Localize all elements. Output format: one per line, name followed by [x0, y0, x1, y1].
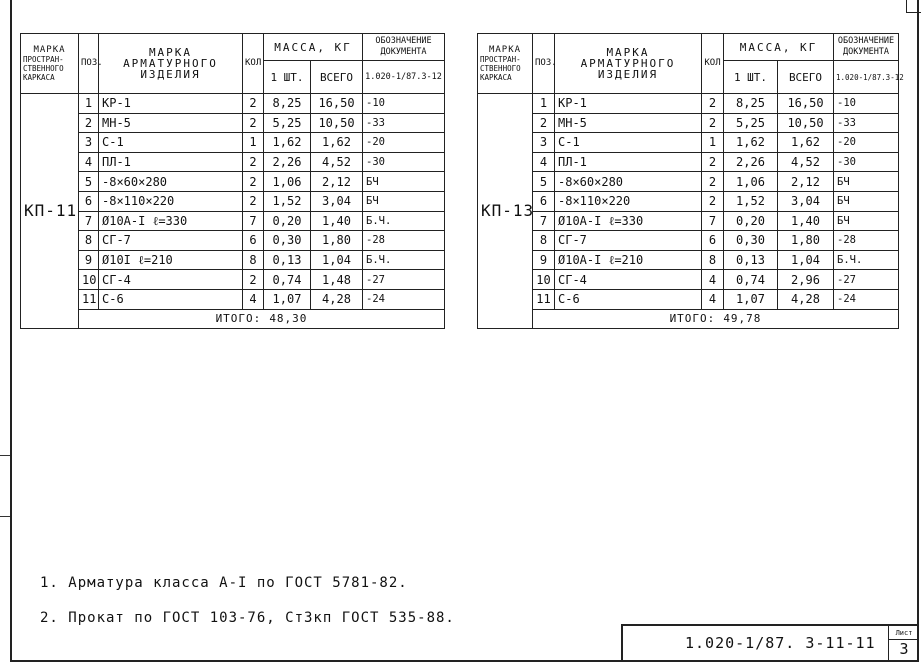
- table-row: [21, 133, 445, 153]
- table-row: [478, 270, 899, 290]
- table-row: [21, 289, 445, 309]
- item-mark-cell: -8×110×220: [555, 191, 702, 211]
- table-row: [21, 270, 445, 290]
- pos-cell: 8: [79, 231, 99, 251]
- qty-cell: 2: [243, 270, 264, 290]
- total-row: [478, 309, 899, 329]
- item-mark-cell: -8×110×220: [99, 191, 243, 211]
- table-row: [21, 172, 445, 192]
- table-row: [478, 211, 899, 231]
- qty-cell: 1: [702, 133, 724, 153]
- qty-cell: 7: [243, 211, 264, 231]
- unit-mass-cell: 1,06: [264, 172, 311, 192]
- doc-ref-cell: -24: [834, 289, 899, 309]
- unit-mass-cell: 1,06: [724, 172, 778, 192]
- doc-ref-cell: БЧ: [363, 191, 445, 211]
- table-row: [21, 250, 445, 270]
- item-mark-cell: ПЛ-1: [99, 152, 243, 172]
- doc-ref-cell: -28: [363, 231, 445, 251]
- qty-cell: 2: [243, 191, 264, 211]
- col-header-doc-number: 1.020-1/87.3-12: [363, 61, 445, 94]
- col-header-mass-unit: 1 ШТ.: [264, 61, 311, 94]
- sheet-label: Лист: [889, 627, 919, 640]
- doc-ref-cell: БЧ: [834, 172, 899, 192]
- table-row: [21, 191, 445, 211]
- item-mark-cell: -8×60×280: [555, 172, 702, 192]
- pos-cell: 9: [79, 250, 99, 270]
- total-mass-cell: 1,62: [311, 133, 363, 153]
- unit-mass-cell: 1,07: [264, 289, 311, 309]
- qty-cell: 2: [702, 172, 724, 192]
- doc-ref-cell: -27: [834, 270, 899, 290]
- doc-ref-cell: БЧ: [363, 172, 445, 192]
- col-header-doc-number: 1.020-1/87.3-12: [834, 61, 899, 94]
- unit-mass-cell: 0,20: [264, 211, 311, 231]
- doc-ref-cell: -33: [363, 113, 445, 133]
- col-header-frame-mark: [478, 34, 533, 94]
- total-mass-cell: 3,04: [311, 191, 363, 211]
- table-row: [21, 211, 445, 231]
- pos-cell: 9: [533, 250, 555, 270]
- unit-mass-cell: 5,25: [724, 113, 778, 133]
- col-header-mass-total: ВСЕГО: [778, 61, 834, 94]
- unit-mass-cell: 1,07: [724, 289, 778, 309]
- table-row: [478, 289, 899, 309]
- item-mark-cell: Ø10А-I ℓ=330: [555, 211, 702, 231]
- unit-mass-cell: 1,62: [264, 133, 311, 153]
- qty-cell: 4: [702, 270, 724, 290]
- sheet-corner-box: [906, 0, 921, 13]
- table-row: [478, 231, 899, 251]
- total-mass-cell: 1,62: [778, 133, 834, 153]
- item-mark-cell: СГ-4: [555, 270, 702, 290]
- qty-cell: 2: [702, 152, 724, 172]
- doc-ref-cell: -24: [363, 289, 445, 309]
- unit-mass-cell: 0,74: [724, 270, 778, 290]
- total-label: ИТОГО:: [215, 311, 262, 325]
- doc-ref-cell: Б.Ч.: [834, 250, 899, 270]
- frame-mark-cell: КП-13: [478, 94, 533, 329]
- col-header-item-mark: МАРКА АРМАТУРНОГО ИЗДЕЛИЯ: [555, 34, 702, 94]
- table-row: [478, 113, 899, 133]
- pos-cell: 1: [533, 94, 555, 114]
- item-mark-cell: С-6: [555, 289, 702, 309]
- note-1: 1. Арматура класса А-I по ГОСТ 5781-82.: [40, 575, 408, 591]
- total-mass-cell: 2,96: [778, 270, 834, 290]
- item-mark-cell: Ø10А-I ℓ=210: [555, 250, 702, 270]
- qty-cell: 2: [702, 94, 724, 114]
- doc-ref-cell: -30: [363, 152, 445, 172]
- col-header-pos: ПОЗ.: [533, 34, 555, 94]
- qty-cell: 8: [702, 250, 724, 270]
- col-header-pos: ПОЗ.: [79, 34, 99, 94]
- pos-cell: 8: [533, 231, 555, 251]
- binding-mark: [0, 455, 10, 456]
- col-header-frame-mark-subtitle: ПРОСТРАН-СТВЕННОГО КАРКАСА: [23, 54, 64, 82]
- col-header-frame-mark-title: МАРКА: [488, 44, 522, 55]
- qty-cell: 4: [702, 289, 724, 309]
- table-row: [21, 94, 445, 114]
- pos-cell: 5: [533, 172, 555, 192]
- total-mass-cell: 16,50: [311, 94, 363, 114]
- total-value: 48,30: [269, 311, 308, 325]
- total-mass-cell: 4,28: [778, 289, 834, 309]
- total-mass-cell: 3,04: [778, 191, 834, 211]
- item-mark-cell: СГ-4: [99, 270, 243, 290]
- total-mass-cell: 4,28: [311, 289, 363, 309]
- unit-mass-cell: 1,52: [724, 191, 778, 211]
- item-mark-cell: С-1: [99, 133, 243, 153]
- doc-ref-cell: -33: [834, 113, 899, 133]
- col-header-doc: ОБОЗНАЧЕНИЕ ДОКУМЕНТА: [363, 34, 445, 61]
- col-header-qty: КОЛ: [702, 34, 724, 94]
- total-mass-cell: 1,80: [778, 231, 834, 251]
- title-block-stamp: [621, 624, 919, 662]
- doc-ref-cell: -20: [363, 133, 445, 153]
- pos-cell: 2: [79, 113, 99, 133]
- table-row: [478, 94, 899, 114]
- item-mark-cell: С-6: [99, 289, 243, 309]
- qty-cell: 2: [243, 172, 264, 192]
- unit-mass-cell: 2,26: [724, 152, 778, 172]
- item-mark-cell: КР-1: [99, 94, 243, 114]
- doc-ref-cell: -30: [834, 152, 899, 172]
- total-value: 49,78: [723, 311, 762, 325]
- unit-mass-cell: 0,74: [264, 270, 311, 290]
- qty-cell: 2: [702, 191, 724, 211]
- drawing-code: 1.020-1/87. 3-11-11: [685, 634, 876, 652]
- total-mass-cell: 16,50: [778, 94, 834, 114]
- qty-cell: 8: [243, 250, 264, 270]
- qty-cell: 1: [243, 133, 264, 153]
- item-mark-cell: ПЛ-1: [555, 152, 702, 172]
- total-mass-cell: 10,50: [778, 113, 834, 133]
- pos-cell: 1: [79, 94, 99, 114]
- unit-mass-cell: 8,25: [724, 94, 778, 114]
- unit-mass-cell: 0,13: [264, 250, 311, 270]
- pos-cell: 11: [79, 289, 99, 309]
- pos-cell: 11: [533, 289, 555, 309]
- spec-table-kp11: [20, 33, 445, 329]
- table-row: [478, 152, 899, 172]
- frame-mark-cell: КП-11: [21, 94, 79, 329]
- qty-cell: 4: [243, 289, 264, 309]
- total-mass-cell: 1,04: [778, 250, 834, 270]
- total-mass-cell: 1,48: [311, 270, 363, 290]
- qty-cell: 2: [243, 113, 264, 133]
- item-mark-cell: МН-5: [99, 113, 243, 133]
- total-cell: [79, 309, 445, 329]
- table-row: [21, 113, 445, 133]
- col-header-mass-unit: 1 ШТ.: [724, 61, 778, 94]
- unit-mass-cell: 1,52: [264, 191, 311, 211]
- total-label: ИТОГО:: [669, 311, 716, 325]
- total-mass-cell: 1,04: [311, 250, 363, 270]
- pos-cell: 2: [533, 113, 555, 133]
- table-row: [21, 231, 445, 251]
- col-header-doc: ОБОЗНАЧЕНИЕ ДОКУМЕНТА: [834, 34, 899, 61]
- pos-cell: 5: [79, 172, 99, 192]
- note-2: 2. Прокат по ГОСТ 103-76, Ст3кп ГОСТ 535-88.: [40, 610, 455, 626]
- sheet-number: 3: [899, 640, 909, 658]
- doc-ref-cell: Б.Ч.: [363, 211, 445, 231]
- pos-cell: 10: [79, 270, 99, 290]
- unit-mass-cell: 0,13: [724, 250, 778, 270]
- item-mark-cell: СГ-7: [99, 231, 243, 251]
- qty-cell: 2: [702, 113, 724, 133]
- total-mass-cell: 1,40: [778, 211, 834, 231]
- qty-cell: 6: [243, 231, 264, 251]
- pos-cell: 10: [533, 270, 555, 290]
- item-mark-cell: Ø10I ℓ=210: [99, 250, 243, 270]
- qty-cell: 6: [702, 231, 724, 251]
- pos-cell: 7: [533, 211, 555, 231]
- binding-mark: [0, 516, 10, 517]
- spec-table-kp13: [477, 33, 904, 329]
- table-row: [478, 250, 899, 270]
- pos-cell: 4: [533, 152, 555, 172]
- pos-cell: 7: [79, 211, 99, 231]
- unit-mass-cell: 2,26: [264, 152, 311, 172]
- col-header-mass-total: ВСЕГО: [311, 61, 363, 94]
- pos-cell: 6: [533, 191, 555, 211]
- doc-ref-cell: -10: [834, 94, 899, 114]
- table-row: [21, 152, 445, 172]
- item-mark-cell: КР-1: [555, 94, 702, 114]
- total-mass-cell: 2,12: [311, 172, 363, 192]
- item-mark-cell: СГ-7: [555, 231, 702, 251]
- total-mass-cell: 4,52: [778, 152, 834, 172]
- sheet-cell: [888, 626, 919, 662]
- total-mass-cell: 1,40: [311, 211, 363, 231]
- doc-ref-cell: -20: [834, 133, 899, 153]
- total-mass-cell: 10,50: [311, 113, 363, 133]
- unit-mass-cell: 0,30: [724, 231, 778, 251]
- col-header-mass: МАССА, КГ: [264, 34, 363, 61]
- col-header-frame-mark-title: МАРКА: [33, 44, 66, 55]
- unit-mass-cell: 0,30: [264, 231, 311, 251]
- doc-ref-cell: -28: [834, 231, 899, 251]
- unit-mass-cell: 8,25: [264, 94, 311, 114]
- col-header-frame-mark-subtitle: ПРОСТРАН-СТВЕННОГО КАРКАСА: [480, 54, 521, 82]
- total-mass-cell: 1,80: [311, 231, 363, 251]
- col-header-item-mark: МАРКА АРМАТУРНОГО ИЗДЕЛИЯ: [99, 34, 243, 94]
- col-header-frame-mark: [21, 34, 79, 94]
- pos-cell: 4: [79, 152, 99, 172]
- table-row: [478, 172, 899, 192]
- doc-ref-cell: -27: [363, 270, 445, 290]
- total-mass-cell: 2,12: [778, 172, 834, 192]
- doc-ref-cell: БЧ: [834, 191, 899, 211]
- qty-cell: 7: [702, 211, 724, 231]
- pos-cell: 6: [79, 191, 99, 211]
- unit-mass-cell: 5,25: [264, 113, 311, 133]
- qty-cell: 2: [243, 152, 264, 172]
- doc-ref-cell: -10: [363, 94, 445, 114]
- col-header-qty: КОЛ: [243, 34, 264, 94]
- pos-cell: 3: [79, 133, 99, 153]
- item-mark-cell: МН-5: [555, 113, 702, 133]
- unit-mass-cell: 0,20: [724, 211, 778, 231]
- item-mark-cell: -8×60×280: [99, 172, 243, 192]
- qty-cell: 2: [243, 94, 264, 114]
- table-row: [478, 191, 899, 211]
- item-mark-cell: С-1: [555, 133, 702, 153]
- total-cell: [533, 309, 899, 329]
- col-header-mass: МАССА, КГ: [724, 34, 834, 61]
- total-mass-cell: 4,52: [311, 152, 363, 172]
- doc-ref-cell: Б.Ч.: [363, 250, 445, 270]
- pos-cell: 3: [533, 133, 555, 153]
- total-row: [21, 309, 445, 329]
- unit-mass-cell: 1,62: [724, 133, 778, 153]
- doc-ref-cell: БЧ: [834, 211, 899, 231]
- item-mark-cell: Ø10А-I ℓ=330: [99, 211, 243, 231]
- table-row: [478, 133, 899, 153]
